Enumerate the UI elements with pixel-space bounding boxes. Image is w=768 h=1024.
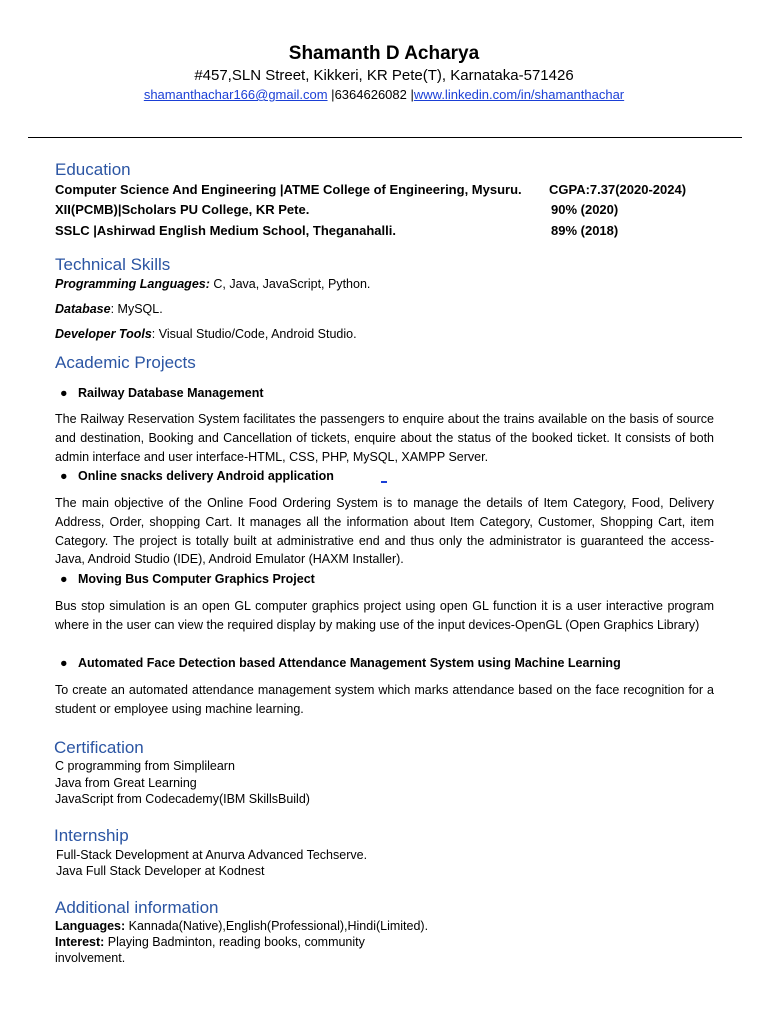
additional-heading: Additional information [55, 898, 219, 917]
skill-value: C, Java, JavaScript, Python. [209, 277, 371, 291]
decorative-dash [381, 481, 387, 483]
projects-heading: Academic Projects [55, 353, 196, 372]
education-row [55, 222, 619, 240]
education-row [55, 181, 687, 199]
project-title [60, 467, 334, 485]
candidate-name: Shamanth D Acharya [288, 43, 480, 64]
bullet-icon: ● [60, 386, 68, 400]
project-name: Online snacks delivery Android application [78, 469, 334, 483]
project-description: Bus stop simulation is an open GL computer graphics project using open GL function it is a user interactive program where in the user can view the required display by making use of the input devices-OpenGL (Open Graphics Library) [55, 599, 714, 632]
bullet-icon: ● [60, 656, 68, 670]
contact-line [0, 86, 768, 104]
contact-separator: | [406, 87, 414, 102]
resume-header [0, 42, 768, 104]
interest-value: Playing Badminton, reading books, community [104, 935, 365, 949]
languages-label: Languages: [55, 919, 126, 933]
certification-item: Java from Great Learning [55, 776, 197, 790]
skills-heading: Technical Skills [55, 255, 171, 274]
education-score: 90% (2020) [551, 202, 619, 217]
project-title [60, 654, 621, 672]
bullet-icon: ● [60, 469, 68, 483]
project-name: Moving Bus Computer Graphics Project [78, 572, 315, 586]
project-description: The Railway Reservation System facilitates the passengers to enquire about the trains available on the basis of source and destination, Booking and Cancellation of tickets, enquire about the status of the booked ticket. It consists of both admin interface and user interface-HTML, CSS, PHP, MySQL, XAMPP Server. [55, 412, 714, 464]
bullet-icon: ● [60, 572, 68, 586]
phone-number: 6364626082 [334, 87, 407, 102]
certification-item: C programming from Simplilearn [55, 759, 235, 773]
internship-item: Java Full Stack Developer at Kodnest [56, 864, 265, 878]
languages-value: Kannada(Native),English(Professional),Hindi(Limited). [125, 919, 429, 933]
education-row [55, 201, 619, 219]
education-institution: XII(PCMB)|Scholars PU College, KR Pete. [55, 202, 310, 217]
skill-label: Database [55, 302, 111, 316]
interest-line-continued: involvement. [55, 951, 126, 965]
skill-database [55, 300, 163, 318]
candidate-address: #457,SLN Street, Kikkeri, KR Pete(T), Karnataka-571426 [194, 67, 574, 84]
certification-item: JavaScript from Codecademy(IBM SkillsBuild) [55, 792, 310, 806]
project-description: The main objective of the Online Food Ordering System is to manage the details of Item Category, Food, Delivery Address, Order, shopping Cart. It manages all the information about Item Category, Customer, Shopping Cart, item Category. The project is totally built at administrative end and thus only the administrator is guaranteed the access-Java, Android Studio (IDE), Android Emulator (HAXM Installer). [55, 496, 714, 567]
project-description: To create an automated attendance management system which marks attendance based on the face recognition for a student or employee using machine learning. [55, 683, 714, 716]
contact-separator: | [327, 87, 335, 102]
languages-line [55, 918, 428, 935]
skill-value: : MySQL. [110, 302, 163, 316]
project-title [60, 570, 315, 588]
education-institution: SSLC |Ashirwad English Medium School, Theganahalli. [55, 223, 396, 238]
education-score: 89% (2018) [551, 223, 619, 238]
project-name: Railway Database Management [78, 386, 264, 400]
interest-label: Interest: [55, 935, 105, 949]
project-title [60, 384, 264, 402]
project-name: Automated Face Detection based Attendance Management System using Machine Learning [78, 656, 621, 670]
header-divider [28, 137, 742, 138]
certification-heading: Certification [54, 738, 144, 757]
skill-label: Programming Languages: [55, 277, 210, 291]
skill-value: : Visual Studio/Code, Android Studio. [151, 327, 357, 341]
education-score: CGPA:7.37(2020-2024) [549, 182, 687, 197]
education-institution: Computer Science And Engineering |ATME College of Engineering, Mysuru. [55, 182, 522, 197]
linkedin-link[interactable]: www.linkedin.com/in/shamanthachar [413, 87, 625, 102]
skill-programming-languages [55, 275, 370, 293]
internship-item: Full-Stack Development at Anurva Advanced Techserve. [56, 848, 368, 862]
education-heading: Education [55, 160, 131, 179]
skill-developer-tools [55, 325, 357, 343]
internship-heading: Internship [54, 826, 129, 845]
email-link[interactable]: shamanthachar166@gmail.com [143, 87, 328, 102]
interest-line [55, 934, 365, 951]
skill-label: Developer Tools [55, 327, 152, 341]
